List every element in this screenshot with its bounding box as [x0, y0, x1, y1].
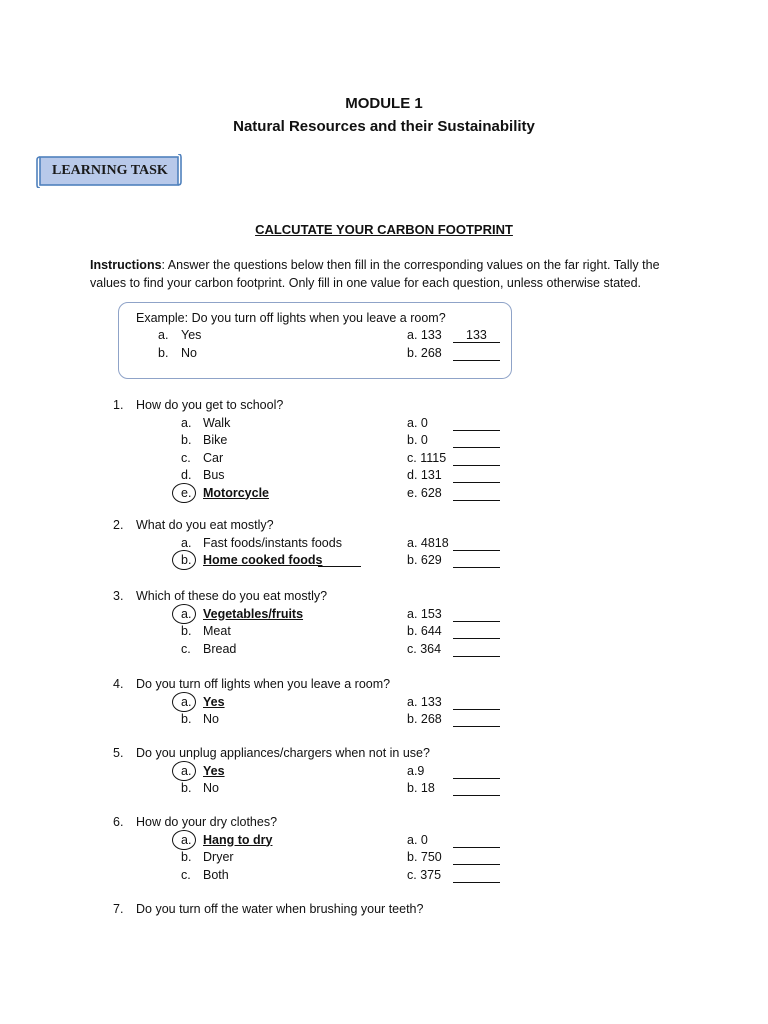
selected-answer-circle: [172, 830, 196, 850]
option-text: Home cooked foods: [203, 553, 323, 567]
option-text: No: [203, 781, 219, 795]
example-option-letter: b.: [158, 346, 169, 360]
question-number: 5.: [113, 746, 124, 760]
option-value: b. 268: [407, 712, 442, 726]
option-letter: b.: [181, 781, 192, 795]
example-answer-blank[interactable]: [453, 360, 500, 361]
selected-answer-circle: [172, 604, 196, 624]
option-value: a. 153: [407, 606, 442, 621]
question-number: 6.: [113, 815, 124, 829]
answer-blank[interactable]: [453, 638, 500, 639]
example-filled-value: 133: [466, 328, 487, 342]
option-value: c. 364: [407, 641, 442, 656]
answer-blank[interactable]: [453, 500, 500, 501]
answer-blank[interactable]: [453, 656, 500, 657]
selected-answer-circle: [172, 550, 196, 570]
option-value: c. 375: [407, 867, 442, 882]
option-letter: c.: [181, 450, 191, 465]
option-value: b. 629: [407, 553, 442, 567]
module-subtitle: Natural Resources and their Sustainability: [233, 118, 535, 135]
option-value: b. 644: [407, 624, 442, 638]
answer-blank[interactable]: [453, 778, 500, 779]
answer-underline: [318, 566, 361, 567]
option-letter: c.: [181, 867, 191, 882]
question-number: 7.: [113, 902, 124, 916]
answer-blank[interactable]: [453, 482, 500, 483]
example-option-value: a. 133: [407, 328, 442, 342]
example-question: Example: Do you turn off lights when you leave a room?: [136, 311, 446, 325]
option-letter: a.: [181, 415, 192, 430]
option-text: Meat: [203, 624, 231, 638]
answer-blank[interactable]: [453, 864, 500, 865]
option-letter: a.: [181, 535, 192, 550]
option-value: d. 131: [407, 468, 442, 482]
question-text: Do you turn off the water when brushing your teeth?: [136, 902, 424, 916]
option-text: Bike: [203, 433, 228, 447]
task-title: CALCUTATE YOUR CARBON FOOTPRINT: [255, 222, 513, 237]
selected-answer-circle: [172, 483, 196, 503]
option-text: Yes: [203, 763, 225, 778]
question-text: How do you get to school?: [136, 398, 284, 412]
option-letter: a.: [181, 763, 192, 778]
answer-blank[interactable]: [453, 795, 500, 796]
answer-blank[interactable]: [453, 709, 500, 710]
option-value: b. 750: [407, 850, 442, 864]
option-value: c. 1115: [407, 450, 447, 465]
option-text: Walk: [203, 415, 231, 430]
option-letter: d.: [181, 468, 192, 482]
answer-blank[interactable]: [453, 550, 500, 551]
selected-answer-circle: [172, 761, 196, 781]
option-text: Yes: [203, 694, 225, 709]
option-letter: c.: [181, 641, 191, 656]
option-value: a. 0: [407, 415, 428, 430]
option-value: a. 4818: [407, 535, 449, 550]
option-value: b. 18: [407, 781, 435, 795]
module-title: MODULE 1: [345, 95, 423, 112]
answer-blank[interactable]: [453, 465, 500, 466]
question-text: Do you unplug appliances/chargers when not in use?: [136, 746, 430, 760]
example-option-text: Yes: [181, 328, 202, 342]
option-letter: e.: [181, 485, 192, 500]
answer-blank[interactable]: [453, 726, 500, 727]
option-value: a.9: [407, 763, 425, 778]
option-text: Motorcycle: [203, 485, 269, 500]
instructions-text: : Answer the questions below then fill in the corresponding values on the far right. Tally the values to find your carbon footprint. Only fill in one value for each question, unless otherwise stated.: [90, 258, 660, 290]
option-value: b. 0: [407, 433, 428, 447]
option-letter: b.: [181, 553, 192, 567]
question-text: Which of these do you eat mostly?: [136, 589, 328, 603]
option-letter: a.: [181, 606, 192, 621]
answer-blank[interactable]: [453, 621, 500, 622]
option-letter: b.: [181, 712, 192, 726]
option-text: Bus: [203, 468, 225, 482]
question-number: 4.: [113, 677, 124, 691]
answer-blank[interactable]: [453, 447, 500, 448]
option-value: e. 628: [407, 485, 442, 500]
example-option-text: No: [181, 346, 197, 360]
selected-answer-circle: [172, 692, 196, 712]
answer-blank[interactable]: [453, 882, 500, 883]
option-value: a. 0: [407, 832, 428, 847]
option-letter: b.: [181, 850, 192, 864]
option-value: a. 133: [407, 694, 442, 709]
example-answer-blank[interactable]: [453, 342, 500, 343]
option-text: Car: [203, 450, 224, 465]
option-letter: b.: [181, 433, 192, 447]
banner-label: LEARNING TASK: [52, 163, 168, 178]
question-text: How do your dry clothes?: [136, 815, 278, 829]
question-number: 2.: [113, 518, 124, 532]
answer-blank[interactable]: [453, 847, 500, 848]
learning-task-banner: [36, 154, 182, 188]
question-text: What do you eat mostly?: [136, 518, 274, 532]
option-letter: a.: [181, 832, 192, 847]
option-text: Vegetables/fruits: [203, 606, 304, 621]
question-number: 1.: [113, 398, 124, 412]
question-text: Do you turn off lights when you leave a room?: [136, 677, 391, 691]
example-option-value: b. 268: [407, 346, 442, 360]
instructions-label: Instructions: [90, 258, 162, 272]
example-option-letter: a.: [158, 328, 169, 342]
question-number: 3.: [113, 589, 124, 603]
option-text: Both: [203, 867, 229, 882]
option-text: No: [203, 712, 219, 726]
option-letter: b.: [181, 624, 192, 638]
instructions: [90, 257, 690, 292]
answer-blank[interactable]: [453, 430, 500, 431]
option-letter: a.: [181, 694, 192, 709]
option-text: Fast foods/instants foods: [203, 535, 342, 550]
option-text: Dryer: [203, 850, 234, 864]
answer-blank[interactable]: [453, 567, 500, 568]
option-text: Hang to dry: [203, 832, 273, 847]
option-text: Bread: [203, 641, 237, 656]
